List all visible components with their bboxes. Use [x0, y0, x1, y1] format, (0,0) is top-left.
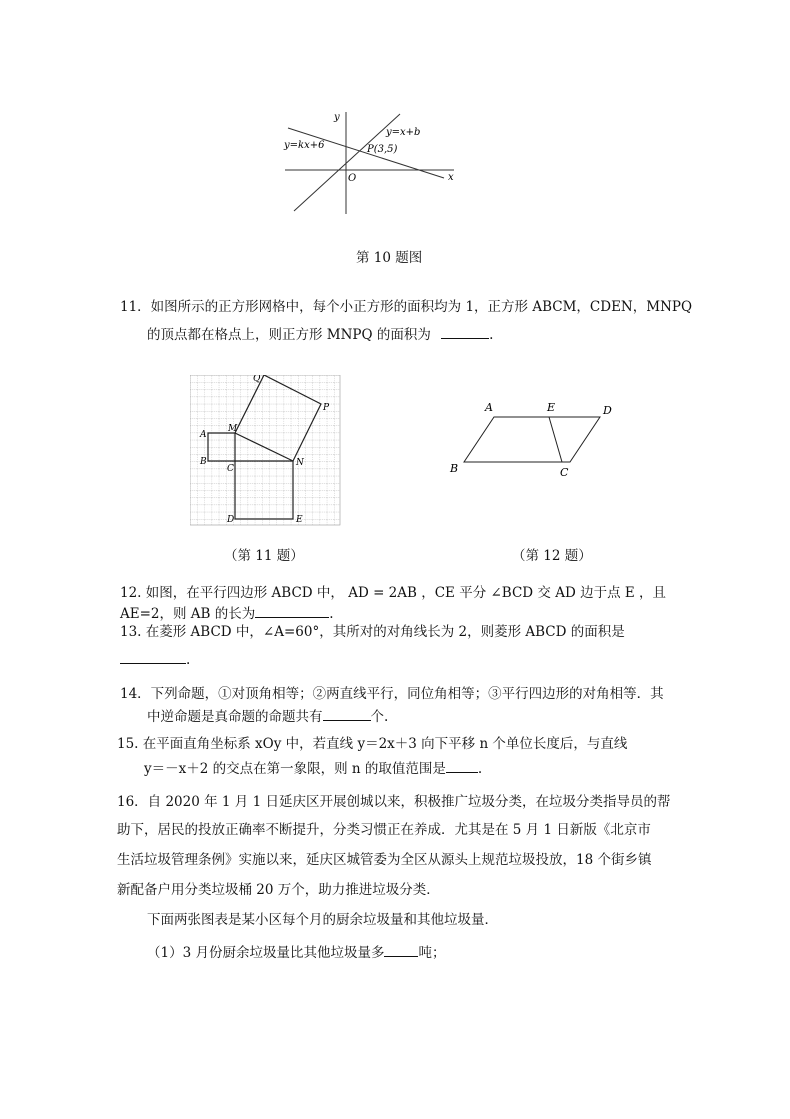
figure-11 — [190, 375, 342, 527]
q16-line2: 助下，居民的投放正确率不断提升，分类习惯正在养成．尤其是在 5 月 1 日新版《北京市 — [117, 822, 651, 838]
q16-sub1 — [147, 942, 445, 963]
q14-line2 — [147, 706, 388, 727]
label-p: P — [323, 403, 330, 413]
q12-line2-text: AE=2，则 AB 的长为 — [120, 606, 256, 622]
label-d: D — [227, 515, 235, 525]
q15-line1: 15. 在平面直角坐标系 xOy 中，若直线 y＝2x＋3 向下平移 n 个单位长度后，与直线 — [117, 736, 628, 752]
label-e: E — [547, 401, 556, 414]
segment-ce — [549, 417, 562, 462]
answer-blank-q16-1[interactable] — [384, 942, 418, 957]
line2-label: y=kx+6 — [284, 140, 325, 151]
label-a: A — [200, 430, 207, 440]
q13-line2 — [120, 649, 190, 670]
q11-line1: 11．如图所示的正方形网格中，每个小正方形的面积均为 1，正方形 ABCM，CDEN，MNPQ — [120, 299, 693, 315]
label-n: N — [296, 458, 304, 468]
q16-line3: 生活垃圾管理条例》实施以来，延庆区城管委为全区从源头上规范垃圾投放，18 个街乡镇 — [117, 852, 652, 868]
figure-11-caption: （第 11 题） — [224, 548, 304, 564]
q11-line2-text: 的顶点都在格点上，则正方形 MNPQ 的面积为 — [147, 327, 431, 343]
parallelogram-figure — [442, 396, 622, 486]
q14-end: 个. — [370, 709, 389, 725]
q16-line4: 新配备户用分类垃圾桶 20 万个，助力推进垃圾分类． — [117, 882, 440, 898]
answer-blank-q13[interactable] — [120, 649, 186, 664]
label-c: C — [227, 464, 234, 474]
q16-line5: 下面两张图表是某小区每个月的厨余垃圾量和其他垃圾量． — [147, 912, 498, 928]
answer-blank-q15[interactable] — [446, 758, 478, 773]
q13-end: . — [186, 652, 191, 668]
q15-line2-text: y＝－x＋2 的交点在第一象限，则 n 的取值范围是 — [144, 761, 446, 777]
label-m: M — [228, 424, 238, 434]
y-axis-label: y — [334, 112, 340, 123]
figure-10-caption: 第 10 题图 — [356, 250, 423, 266]
q14-line2-text: 中逆命题是真命题的命题共有 — [147, 709, 323, 725]
q11-end: . — [489, 327, 494, 343]
q12-line2 — [120, 603, 334, 624]
origin-label: O — [348, 173, 357, 184]
q15-end: . — [477, 761, 483, 777]
x-axis-label: x — [448, 172, 454, 183]
q16-sub1-text: （1）3 月份厨余垃圾量比其他垃圾量多 — [147, 945, 385, 961]
point-p-label: P(3,5) — [367, 144, 398, 155]
q16-sub1-end: 吨； — [418, 945, 446, 961]
label-b: B — [450, 462, 459, 475]
label-e: E — [296, 515, 303, 525]
figure-10 — [282, 108, 462, 216]
figure-12-caption: （第 12 题） — [512, 548, 592, 564]
label-q: Q — [253, 375, 261, 384]
answer-blank-q12[interactable] — [255, 603, 329, 618]
label-d: D — [603, 404, 612, 417]
q11-line2 — [147, 324, 493, 345]
q15-line2 — [144, 758, 482, 779]
line-y-x-b — [294, 114, 400, 211]
parallelogram-abcd — [464, 417, 600, 462]
q16-line1: 16．自 2020 年 1 月 1 日延庆区开展创城以来，积极推广垃圾分类，在垃圾分类指导员的帮 — [117, 794, 671, 810]
square-grid-figure — [190, 375, 342, 527]
function-graph — [282, 108, 462, 216]
grid-background — [190, 375, 340, 525]
q12-end: . — [329, 606, 334, 622]
answer-blank-q11[interactable] — [441, 324, 489, 339]
line1-label: y=x+b — [386, 127, 421, 138]
answer-blank-q14[interactable] — [323, 706, 371, 721]
label-b: B — [200, 457, 207, 467]
q13-line1: 13. 在菱形 ABCD 中，∠A=60°，其所对的对角线长为 2，则菱形 ABCD 的面积是 — [120, 624, 625, 640]
q12-line1: 12. 如图，在平行四边形 ABCD 中， AD = 2AB ，CE 平分 ∠BCD 交 AD 边于点 E ，且 — [120, 585, 667, 601]
q14-line1: 14．下列命题，①对顶角相等；②两直线平行，同位角相等；③平行四边形的对角相等．其 — [120, 686, 664, 702]
figure-12 — [442, 396, 622, 486]
label-a: A — [485, 401, 493, 414]
label-c: C — [560, 466, 569, 479]
